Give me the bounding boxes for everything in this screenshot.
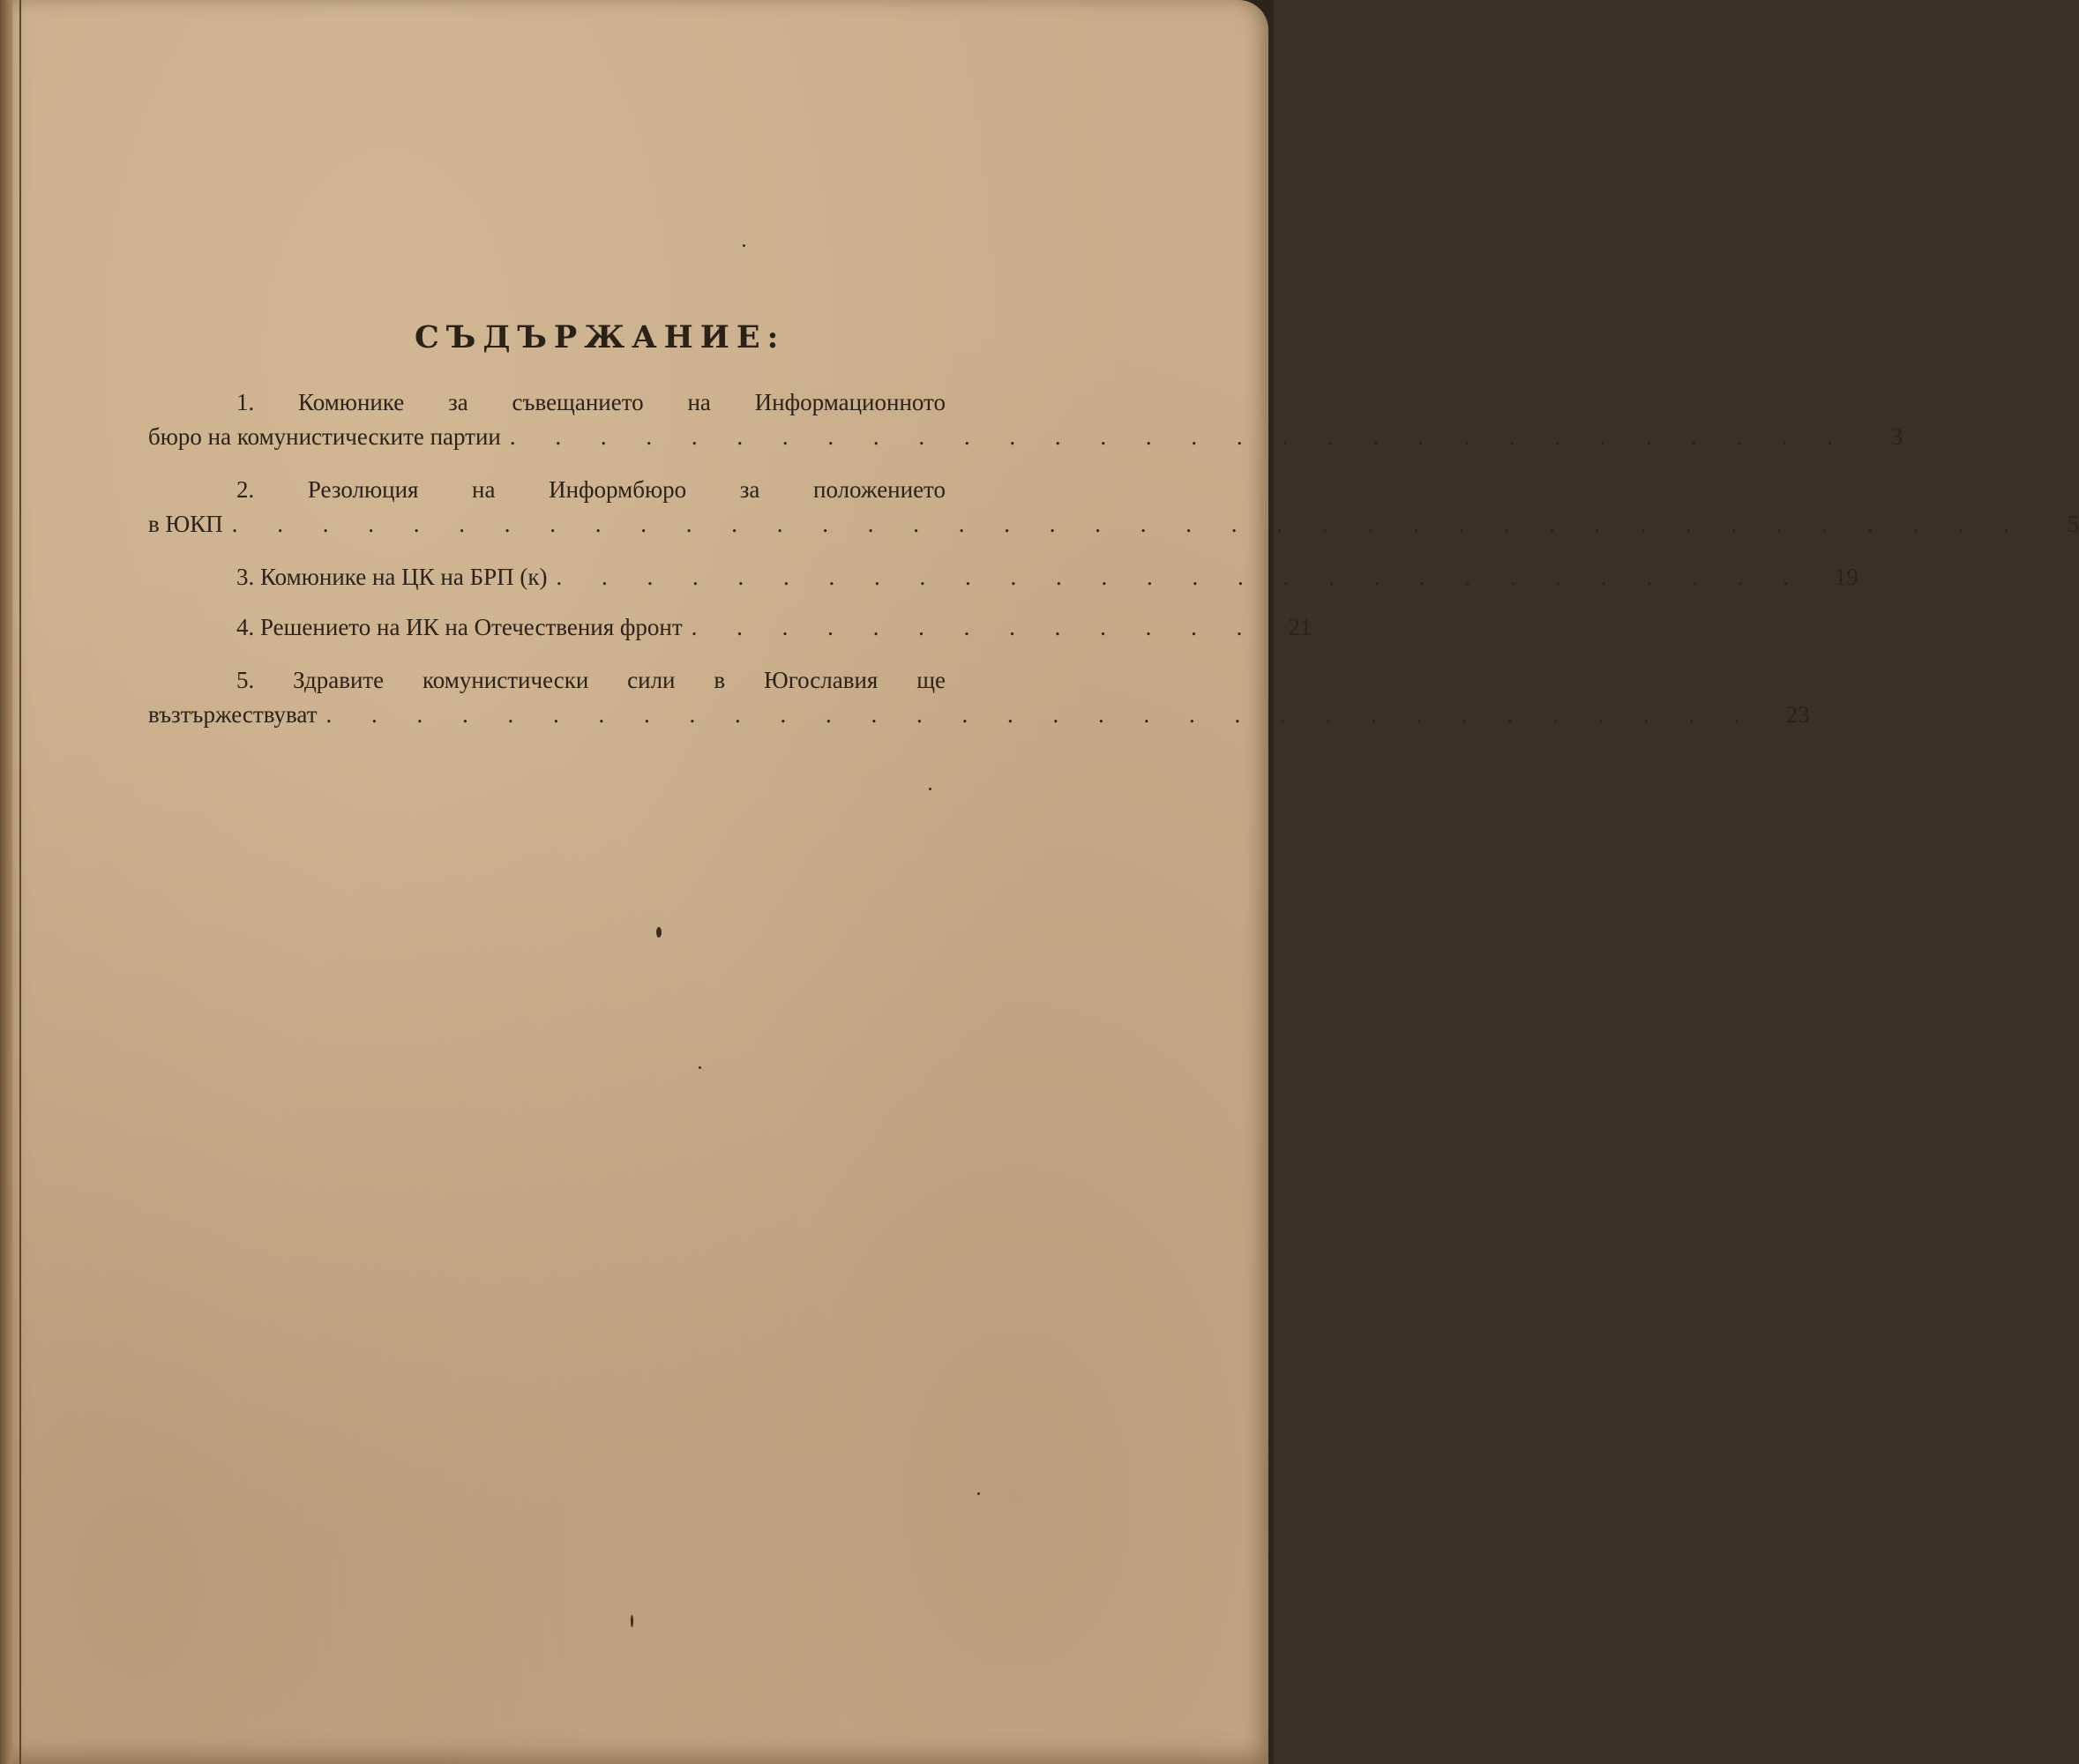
toc-entry-2-page: 5 [2067,511,2079,537]
paper-speck [977,1492,980,1495]
toc-entry-1-line-1: 1. Комюнике за съвещанието на Информационното [236,389,946,415]
toc-entry-1-page: 3 [1890,423,1903,450]
toc-entry-4 [236,613,1312,641]
paper-speck [656,927,662,938]
paper-speck [631,1615,633,1627]
toc-entry-1-text: бюро на комунистическите партии [148,423,501,450]
paper-speck [699,1066,701,1069]
toc-entry-5-line-1: 5. Здравите комунистически сили в Югославия ще [236,667,946,693]
toc-entry-4-page: 21 [1288,614,1312,640]
toc-entry-5-text: възтържествуват [148,701,318,728]
toc-entry-2-text: в ЮКП [148,511,223,537]
toc-entry-4-leader: . . . . . . . . . . . . . [691,614,1260,640]
toc-entry-5-page: 23 [1785,701,1810,728]
toc-entry-3-leader: . . . . . . . . . . . . . . . . . . . . . . . . . . . . [556,564,1806,590]
toc-entry-2-leader: . . . . . . . . . . . . . . . . . . . . . . . . . . . . . . . . . . . . . . . . [231,511,2027,537]
spine-edge [19,0,21,1764]
paper-speck [743,244,745,247]
toc-entry-1-leader: . . . . . . . . . . . . . . . . . . . . . . . . . . . . . . [509,423,1851,450]
table-of-contents-title: СЪДЪРЖАНИЕ: [415,319,786,355]
toc-entry-3 [236,563,1858,591]
paper-sheet [12,0,1268,1764]
paper-speck [929,788,931,790]
toc-entry-5-leader: . . . . . . . . . . . . . . . . . . . . . . . . . . . . . . . . [325,701,1757,728]
toc-entry-4-text: 4. Решението на ИК на Отечествения фронт [236,614,683,640]
toc-entry-3-page: 19 [1834,564,1858,590]
toc-entry-2-line-2 [148,510,2079,538]
toc-entry-3-text: 3. Комюнике на ЦК на БРП (к) [236,564,548,590]
toc-entry-2-line-1: 2. Резолюция на Информбюро за положението [236,476,946,503]
toc-entry-1-line-2 [148,422,1903,451]
toc-entry-5-line-2 [148,700,1810,729]
